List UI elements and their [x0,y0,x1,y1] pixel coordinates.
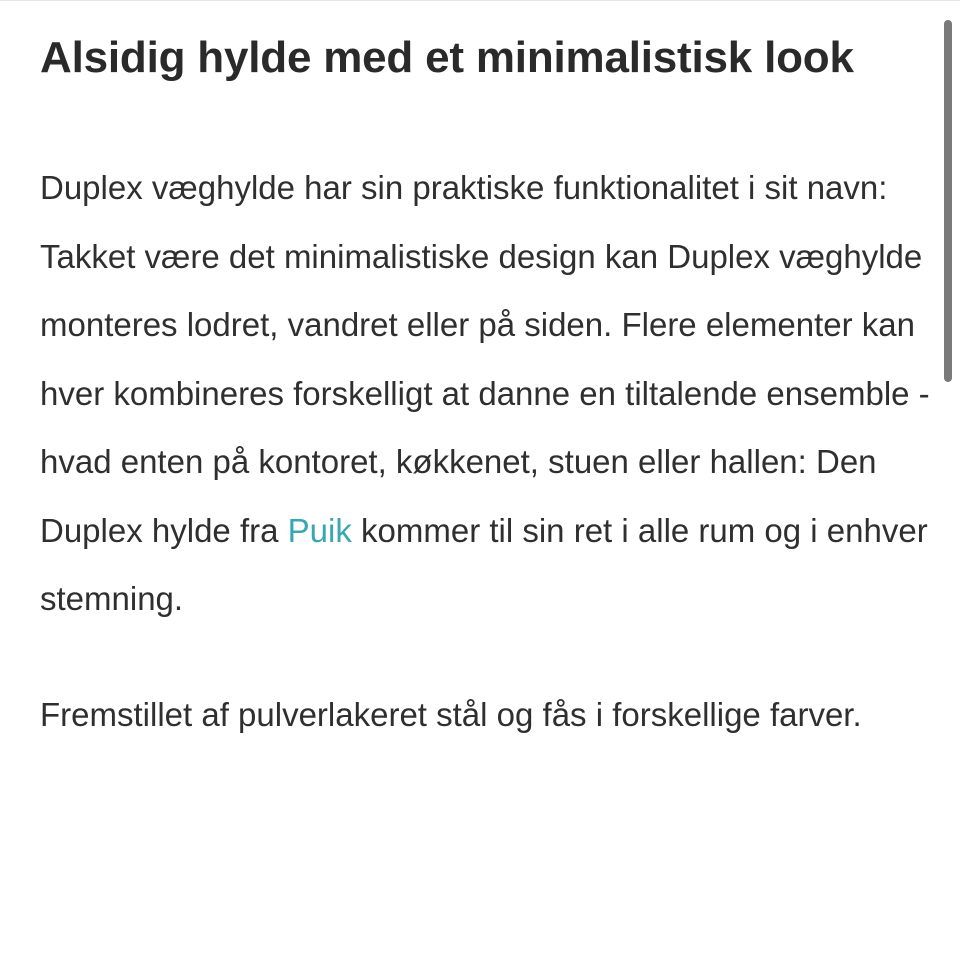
paragraph-text-before-link: Duplex væghylde har sin praktiske funktionalitet i sit navn: Takket være det minimalistiske design kan Duplex væghylde monteres lodret, vandret eller på siden. Flere elementer kan hver kombineres forskelligt at danne en tiltalende ensemble - hvad enten på kontoret, køkkenet, stuen eller hallen: Den Duplex hylde fra [40,169,930,549]
article-content [40,22,930,749]
article-paragraph-description [40,154,930,634]
article-paragraph-material: Fremstillet af pulverlakeret stål og fås i forskellige farver. [40,695,862,733]
paragraph-text-after-link: kommer til sin ret i alle rum og i enhver stemning. [40,511,928,617]
brand-link-puik[interactable]: Puik [287,511,352,549]
scrollbar-thumb[interactable] [944,20,952,382]
scrollbar[interactable] [930,0,960,975]
top-divider [0,0,960,1]
article-heading: Alsidig hylde med et minimalistisk look [40,33,854,82]
